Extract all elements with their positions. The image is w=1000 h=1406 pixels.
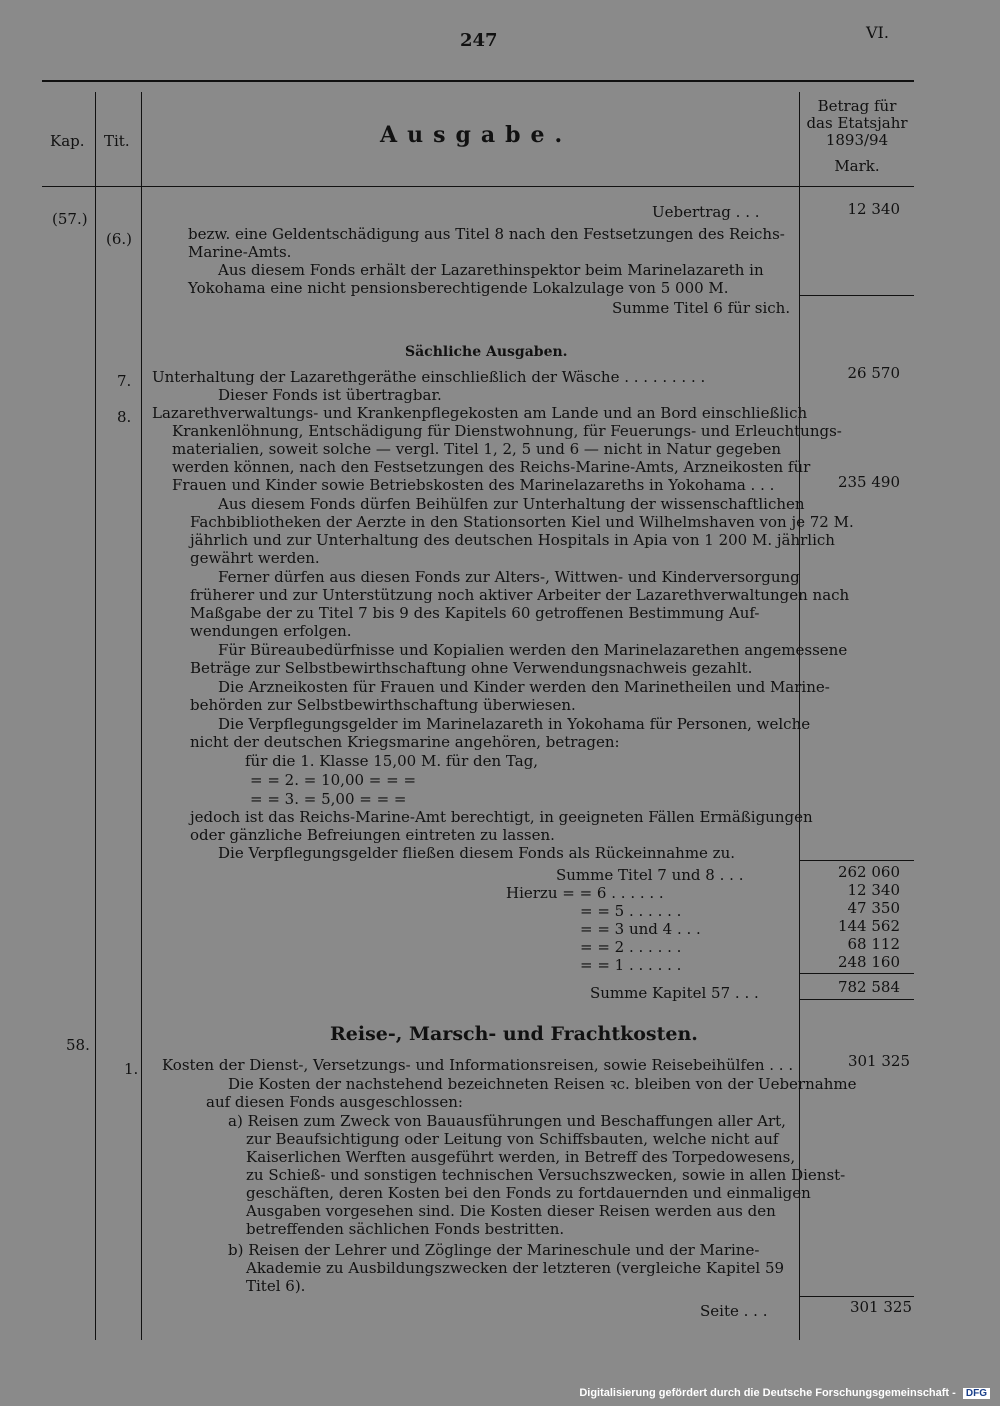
t1-a-3: zu Schieß- und sonstigen technischen Versuchszwecken, sowie in allen Dienst- (246, 1166, 846, 1184)
sum-row-1-label: Hierzu = = 6 . . . . . . (506, 884, 664, 902)
t8-para2-2: Maßgabe der zu Titel 7 bis 9 des Kapitels 60 getroffenen Bestimmung Auf- (190, 604, 760, 622)
t8-para4-1: behörden zur Selbstbewirthschaftung überwiesen. (190, 696, 576, 714)
t8-para6-0: jedoch ist das Reichs-Marine-Amt berechtigt, in geeigneten Fällen Ermäßigungen (190, 808, 813, 826)
uebertrag-label: Uebertrag . . . (652, 203, 760, 221)
klasse-2: = = 2. = 10,00 = = = (250, 771, 417, 789)
t1-a-6: betreffenden sächlichen Fonds bestritten. (246, 1220, 565, 1238)
t1-b-2: Titel 6). (246, 1277, 306, 1295)
kap-57-label: (57.) (52, 210, 88, 228)
kap57-end-rule (799, 999, 914, 1000)
t8-para2-0: Ferner dürfen aus diesen Fonds zur Alters-, Wittwen- und Kinderversorgung (218, 568, 800, 586)
t6-line2: Marine-Amts. (188, 243, 292, 261)
t6-line1: bezw. eine Geldentschädigung aus Titel 8 nach den Festsetzungen des Reichs- (188, 225, 785, 243)
kap-58-label: 58. (66, 1036, 90, 1054)
t6-line4: Yokohama eine nicht pensionsberechtigende Lokalzulage von 5 000 M. (188, 279, 729, 297)
t1-a-4: geschäften, deren Kosten bei den Fonds zu fortdauernden und einmaligen (246, 1184, 811, 1202)
t8-para1-0: Aus diesem Fonds dürfen Beihülfen zur Unterhaltung der wissenschaftlichen (218, 495, 805, 513)
t1-a-5: Ausgaben vorgesehen sind. Die Kosten dieser Reisen werden aus den (246, 1202, 776, 1220)
page-number: 247 (460, 30, 498, 51)
header-amount-line1: Betrag für (817, 97, 897, 115)
sums-bottom-rule (799, 973, 914, 974)
uebertrag-amount: 12 340 (847, 200, 900, 218)
sum-row-0-amount: 262 060 (837, 863, 900, 881)
sum-row-5-label: = = 1 . . . . . . (580, 956, 682, 974)
seite-top-rule (799, 1296, 914, 1297)
header-amount-line2: das Etatsjahr (806, 114, 908, 132)
klasse-3: = = 3. = 5,00 = = = (250, 790, 407, 808)
footer-text: Digitalisierung gefördert durch die Deutsche Forschungsgemeinschaft - (579, 1387, 956, 1399)
t1-b-0: b) Reisen der Lehrer und Zöglinge der Marineschule und der Marine- (228, 1241, 760, 1259)
t1-line1: Kosten der Dienst-, Versetzungs- und Informationsreisen, sowie Reisebeihülfen . . . (162, 1056, 794, 1074)
sum-row-2-amount: 47 350 (847, 899, 900, 917)
kap57-sum-label: Summe Kapitel 57 . . . (590, 984, 759, 1002)
t8-line-3: werden können, nach den Festsetzungen des Reichs-Marine-Amts, Arzneikosten für (172, 458, 811, 476)
sum-row-0-label: Summe Titel 7 und 8 . . . (556, 866, 744, 884)
t8-para2-3: wendungen erfolgen. (190, 622, 352, 640)
tit-8-label: 8. (117, 408, 132, 426)
t8-para4-0: Die Arzneikosten für Frauen und Kinder werden den Marinetheilen und Marine- (218, 678, 830, 696)
t8-para3-0: Für Büreaubedürfnisse und Kopialien werden den Marinelazarethen angemessene (218, 641, 848, 659)
kap58-title: Reise-, Marsch- und Frachtkosten. (330, 1023, 698, 1045)
header-kap: Kap. (50, 132, 85, 150)
header-rule (42, 186, 914, 187)
t8-para7: Die Verpflegungsgelder fließen diesem Fonds als Rückeinnahme zu. (218, 844, 736, 862)
header-amount-unit: Mark. (834, 157, 880, 175)
t6-sum-rule (799, 295, 914, 296)
t8-line-2: materialien, soweit solche — vergl. Titel 1, 2, 5 und 6 — nicht in Natur gegeben (172, 440, 781, 458)
header-amount-line3: 1893/94 (825, 131, 889, 149)
t8-line-1: Krankenlöhnung, Entschädigung für Dienstwohnung, für Feuerungs- und Erleuchtungs- (172, 422, 842, 440)
t1-a-2: Kaiserlichen Werften ausgeführt werden, in Betreff des Torpedowesens, (246, 1148, 796, 1166)
t8-para1-1: Fachbibliotheken der Aerzte in den Stationsorten Kiel und Wilhelmshaven von je 72 M. (190, 513, 854, 531)
t6-sum: Summe Titel 6 für sich. (612, 299, 791, 317)
t8-para1-3: gewährt werden. (190, 549, 320, 567)
t7-line2: Dieser Fonds ist übertragbar. (218, 386, 442, 404)
t8-para1-2: jährlich und zur Unterhaltung des deutschen Hospitals in Apia von 1 200 M. jährlich (190, 531, 835, 549)
t1-amount: 301 325 (847, 1052, 910, 1070)
t7-amount: 26 570 (847, 364, 900, 382)
kap57-sum-amount: 782 584 (837, 978, 900, 996)
seite-label: Seite . . . (700, 1302, 768, 1320)
saechliche-heading: Sächliche Ausgaben. (405, 344, 568, 360)
t8-para2-1: früherer und zur Unterstützung noch aktiver Arbeiter der Lazarethverwaltungen nach (190, 586, 850, 604)
klasse-1: für die 1. Klasse 15,00 M. für den Tag, (245, 752, 539, 770)
tit-1-label: 1. (124, 1060, 139, 1078)
tit-column-divider (141, 92, 142, 1340)
t1-a-0: a) Reisen zum Zweck von Bauausführungen und Beschaffungen aller Art, (228, 1112, 786, 1130)
sum-row-2-label: = = 5 . . . . . . (580, 902, 682, 920)
t1-a-1: zur Beaufsichtigung oder Leitung von Schiffsbauten, welche nicht auf (246, 1130, 779, 1148)
top-rule (42, 80, 914, 82)
sum-row-3-amount: 144 562 (837, 917, 900, 935)
sum-row-1-amount: 12 340 (847, 881, 900, 899)
header-title: Ausgabe. (380, 122, 573, 148)
t8-para6-1: oder gänzliche Befreiungen eintreten zu lassen. (190, 826, 555, 844)
t7-line1: Unterhaltung der Lazarethgeräthe einschließlich der Wäsche . . . . . . . . . (152, 368, 706, 386)
tit-6-label: (6.) (106, 230, 133, 248)
sum-row-5-amount: 248 160 (837, 953, 900, 971)
seite-amount: 301 325 (849, 1298, 912, 1316)
sum-row-4-amount: 68 112 (847, 935, 900, 953)
sums-top-rule (799, 860, 914, 861)
sum-row-3-label: = = 3 und 4 . . . (580, 920, 701, 938)
t8-line-4: Frauen und Kinder sowie Betriebskosten des Marinelazareths in Yokohama . . . (172, 476, 775, 494)
t8-para3-1: Beträge zur Selbstbewirthschaftung ohne Verwendungsnachweis gezahlt. (190, 659, 753, 677)
t1-para1-1: auf diesen Fonds ausgeschlossen: (206, 1093, 463, 1111)
digitization-credit (579, 1387, 990, 1399)
t8-line-0: Lazarethverwaltungs- und Krankenpflegekosten am Lande und an Bord einschließlich (152, 404, 808, 422)
header-tit: Tit. (104, 132, 130, 150)
t8-amount: 235 490 (837, 473, 900, 491)
section-number: VI. (866, 23, 889, 42)
kap-column-divider (95, 92, 96, 1340)
tit-7-label: 7. (117, 372, 132, 390)
sum-row-4-label: = = 2 . . . . . . (580, 938, 682, 956)
t8-para5-0: Die Verpflegungsgelder im Marinelazareth in Yokohama für Personen, welche (218, 715, 811, 733)
t1-b-1: Akademie zu Ausbildungszwecken der letzteren (vergleiche Kapitel 59 (246, 1259, 785, 1277)
t1-para1-0: Die Kosten der nachstehend bezeichneten Reisen ꝛc. bleiben von der Uebernahme (228, 1075, 857, 1093)
t6-line3: Aus diesem Fonds erhält der Lazarethinspektor beim Marinelazareth in (218, 261, 764, 279)
dfg-logo-icon: DFG (963, 1388, 990, 1399)
t8-para5-1: nicht der deutschen Kriegsmarine angehören, betragen: (190, 733, 620, 751)
